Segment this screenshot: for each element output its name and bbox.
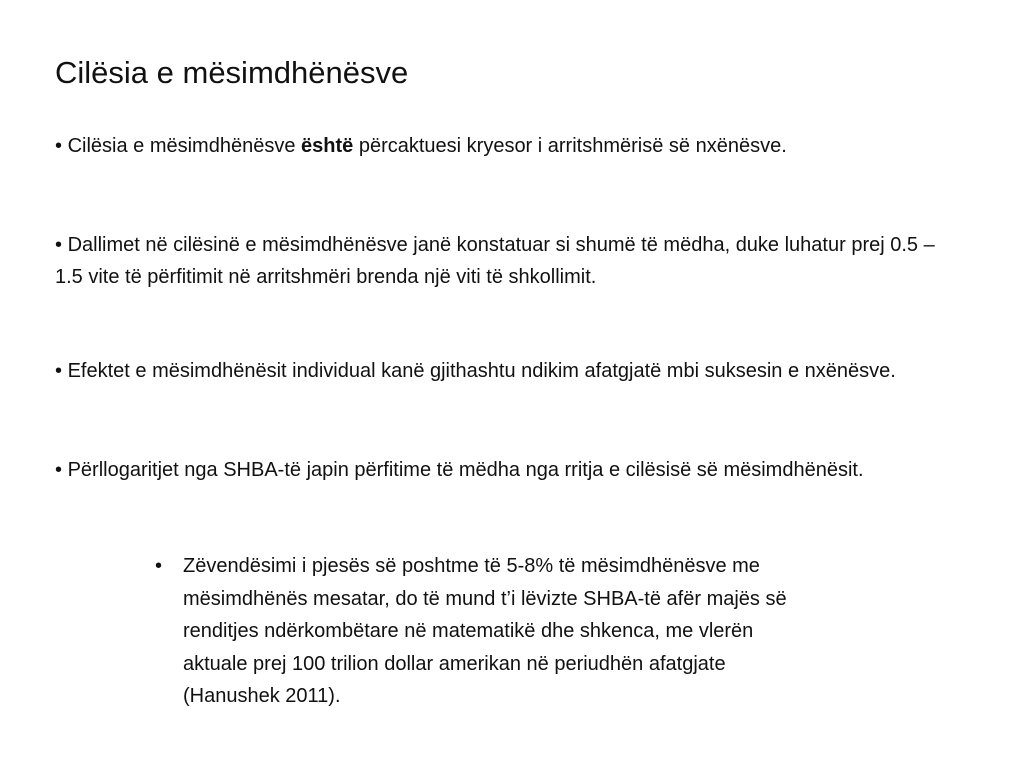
bullet-point-teacher-quality <box>55 131 955 162</box>
bullet-text-bold: është <box>301 135 354 157</box>
sub-bullet-text <box>183 550 943 713</box>
bullet-marker: • <box>55 234 63 256</box>
bullet-text: Dallimet në cilësinë e mësimdhënësve janë konstatuar si shumë të mëdha, duke luhatur prej 0.5 – 1.5 vite të përfitimit në arritshmëri brenda një viti të shkollimit. <box>55 234 935 288</box>
bullet-marker: • <box>55 360 63 382</box>
bullet-point-usa-estimates <box>55 455 955 486</box>
bullet-text: Efektet e mësimdhënësit individual kanë gjithashtu ndikim afatgjatë mbi suksesin e nxënësve. <box>62 360 896 382</box>
bullet-marker: • <box>55 459 63 481</box>
bullet-point-individual-effects <box>55 356 955 387</box>
bullet-text-end: përcaktuesi kryesor i arritshmërisë së nxënësve. <box>353 135 787 157</box>
bullet-text: Përllogaritjet nga SHBA-të japin përfitime të mëdha nga rritja e cilësisë së mësimdhënësit. <box>62 459 864 481</box>
sub-bullet-line: Zëvendësimi i pjesës së poshtme të 5-8% të mësimdhënësve me <box>183 555 760 577</box>
sub-bullet-line: aktuale prej 100 trilion dollar amerikan në periudhën afatgjate <box>183 652 726 675</box>
sub-bullet-marker: • <box>155 555 163 577</box>
bullet-text-start: Cilësia e mësimdhënësve <box>62 135 302 157</box>
slide-title: Cilësia e mësimdhënësve <box>55 55 409 90</box>
bullet-marker: • <box>55 135 63 157</box>
sub-bullet-line: (Hanushek 2011). <box>183 685 341 707</box>
sub-bullet-line: mësimdhënës mesatar, do të mund t’i lëvizte SHBA-të afër majës së <box>183 587 787 610</box>
sub-bullet-line: renditjes ndërkombëtare në matematikë dhe shkenca, me vlerën <box>183 620 754 642</box>
bullet-point-quality-differences <box>55 230 955 293</box>
